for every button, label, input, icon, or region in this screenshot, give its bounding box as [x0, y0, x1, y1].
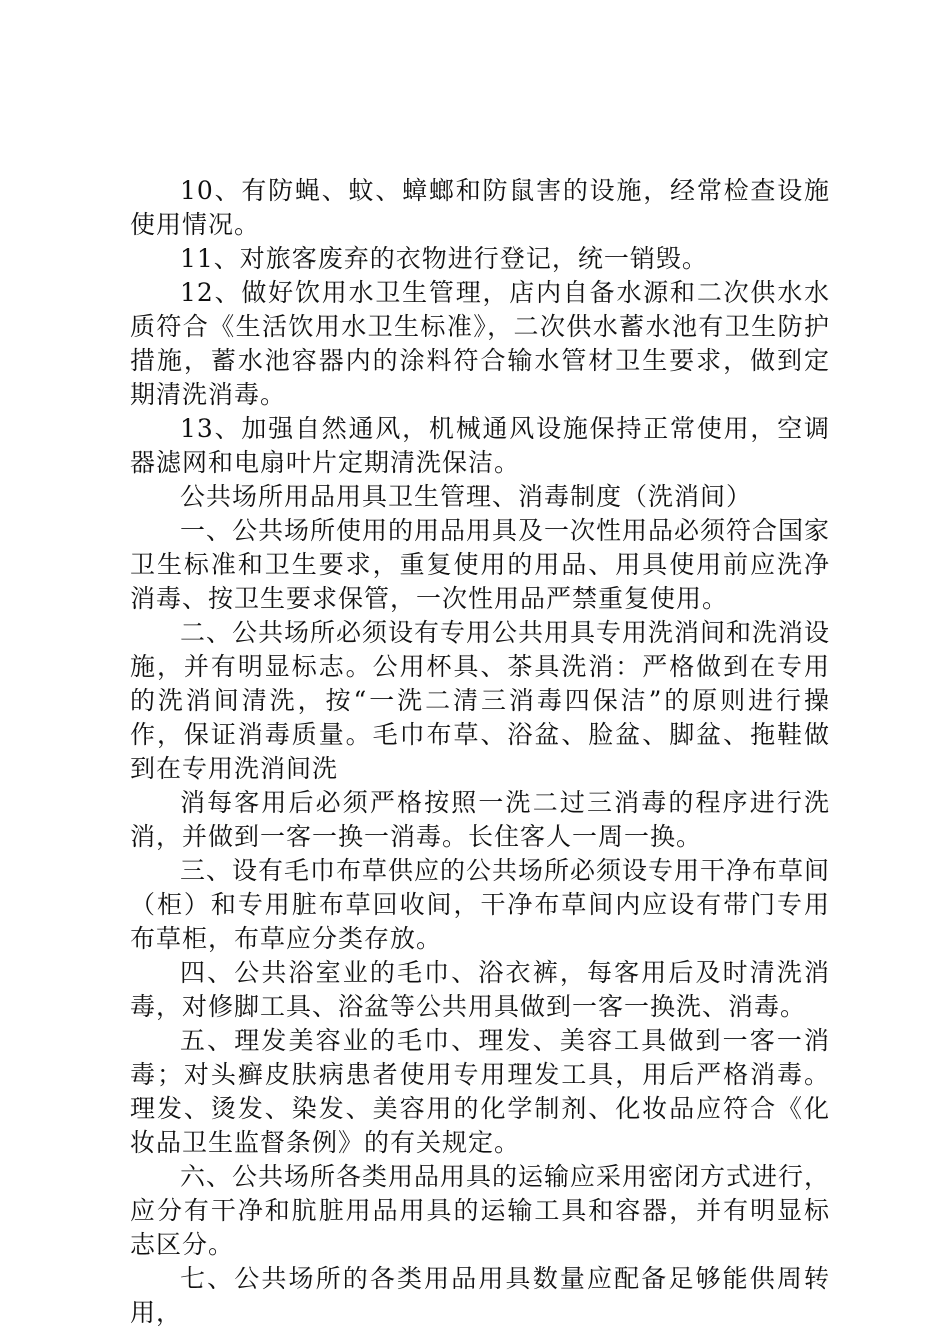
rule-7: 七、公共场所的各类用品用具数量应配备足够能供周转用， [130, 1264, 830, 1327]
rule-2-continued: 消每客用后必须严格按照一洗二过三消毒的程序进行洗消，并做到一客一换一消毒。长住客人一周一换。 [130, 788, 830, 851]
rule-5: 五、理发美容业的毛巾、理发、美容工具做到一客一消毒；对头癣皮肤病患者使用专用理发工具，用后严格消毒。理发、烫发、染发、美容用的化学制剂、化妆品应符合《化妆品卫生监督条例》的有关规定。 [130, 1026, 830, 1157]
paragraph-12: 12、做好饮用水卫生管理，店内自备水源和二次供水水质符合《生活饮用水卫生标准》，二次供水蓄水池有卫生防护措施，蓄水池容器内的涂料符合输水管材卫生要求，做到定期清洗消毒。 [130, 278, 830, 409]
document-body [130, 174, 830, 1330]
rule-4: 四、公共浴室业的毛巾、浴衣裤，每客用后及时清洗消毒，对修脚工具、浴盆等公共用具做到一客一换洗、消毒。 [130, 958, 830, 1021]
rule-1: 一、公共场所使用的用品用具及一次性用品必须符合国家卫生标准和卫生要求，重复使用的用品、用具使用前应洗净消毒、按卫生要求保管，一次性用品严禁重复使用。 [130, 516, 831, 613]
paragraph-11: 11、对旅客废弃的衣物进行登记，统一销毁。 [180, 244, 708, 273]
paragraph-13: 13、加强自然通风，机械通风设施保持正常使用，空调器滤网和电扇叶片定期清洗保洁。 [130, 414, 830, 477]
rule-6: 六、公共场所各类用品用具的运输应采用密闭方式进行，应分有干净和肮脏用品用具的运输工具和容器，并有明显标志区分。 [130, 1162, 831, 1259]
paragraph-10: 10、有防蝇、蚊、蟑螂和防鼠害的设施，经常检查设施使用情况。 [130, 176, 830, 239]
rule-3: 三、设有毛巾布草供应的公共场所必须设专用干净布草间（柜）和专用脏布草回收间，干净布草间内应设有带门专用布草柜，布草应分类存放。 [130, 856, 831, 953]
rule-2: 二、公共场所必须设有专用公共用具专用洗消间和洗消设施，并有明显标志。公用杯具、茶具洗消：严格做到在专用的洗消间清洗，按“一洗二清三消毒四保洁”的原则进行操作，保证消毒质量。毛巾布草、浴盆、脸盆、脚盆、拖鞋做到在专用洗消间洗 [130, 618, 831, 783]
section-heading: 公共场所用品用具卫生管理、消毒制度（洗消间） [180, 482, 753, 511]
